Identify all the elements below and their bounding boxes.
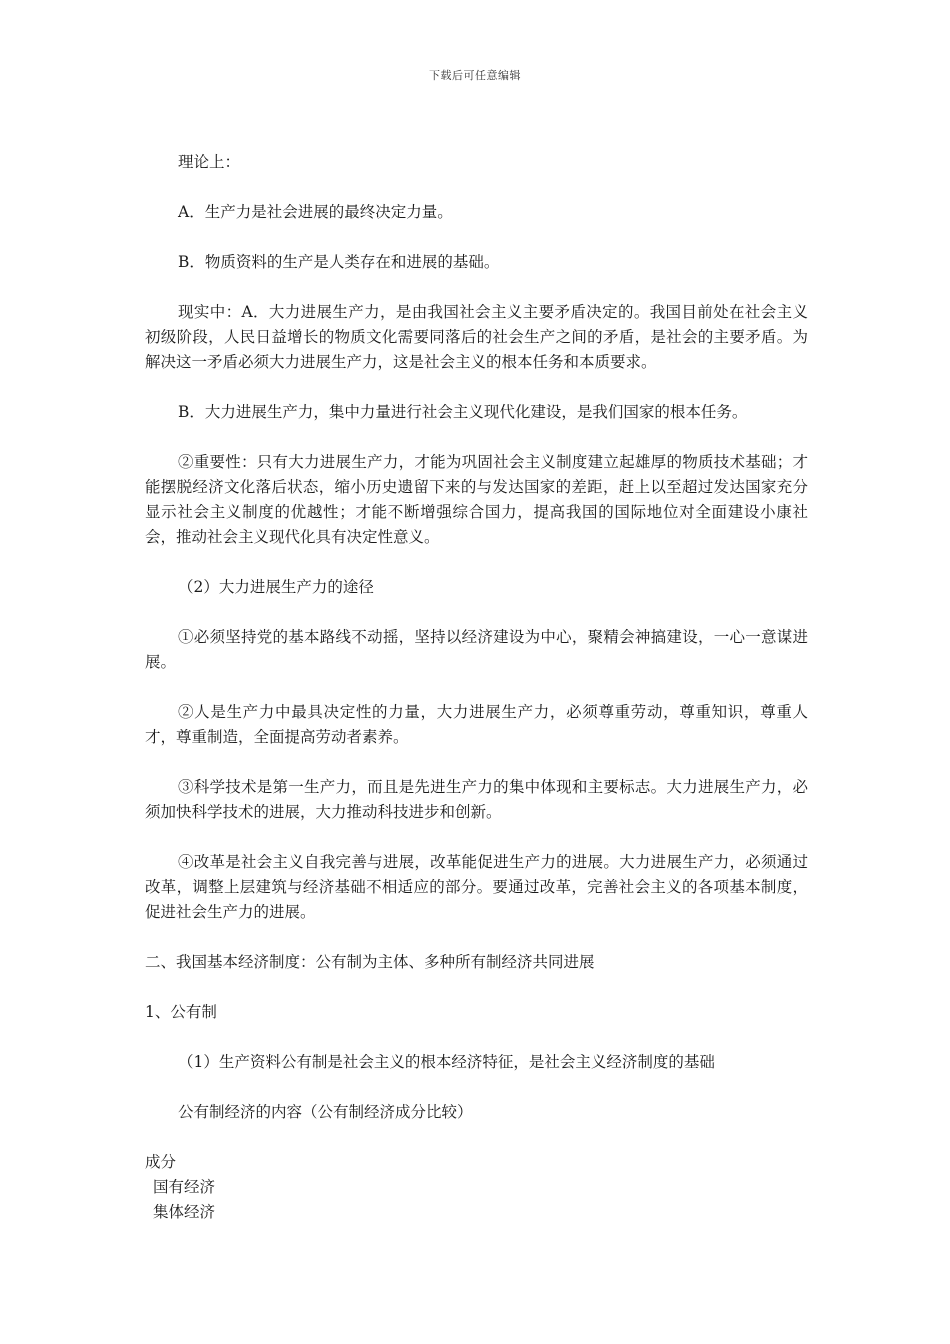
paragraph-public-ownership-1: （1）生产资料公有制是社会主义的根本经济特征，是社会主义经济制度的基础 xyxy=(178,1053,715,1071)
paragraph-public-economy-content: 公有制经济的内容（公有制经济成分比较） xyxy=(178,1103,473,1121)
subsection-heading-public-ownership: 1、公有制 xyxy=(145,1003,217,1021)
paragraph-theory: 理论上： xyxy=(178,153,241,171)
paragraph-way-3: ③科学技术是第一生产力，而且是先进生产力的集中体现和主要标志。大力进展生产力，必须加快科学技术的进展，大力推动科技进步和创新。 xyxy=(145,778,808,821)
paragraph-way-2: ②人是生产力中最具决定性的力量，大力进展生产力，必须尊重劳动，尊重知识，尊重人才，尊重制造，全面提高劳动者素养。 xyxy=(145,703,808,746)
paragraph-way-1: ①必须坚持党的基本路线不动摇，坚持以经济建设为中心，聚精会神搞建设，一心一意谋进展。 xyxy=(145,628,808,671)
section-heading-ways: （2）大力进展生产力的途径 xyxy=(178,578,374,596)
paragraph-reality-b: B．大力进展生产力，集中力量进行社会主义现代化建设，是我们国家的根本任务。 xyxy=(178,403,748,421)
paragraph-reality-a: 现实中：A．大力进展生产力，是由我国社会主义主要矛盾决定的。我国目前处在社会主义初级阶段，人民日益增长的物质文化需要同落后的社会生产之间的矛盾，是社会的主要矛盾。为解决这一矛盾必须大力进展生产力，这是社会主义的根本任务和本质要求。 xyxy=(145,303,808,371)
paragraph-way-4: ④改革是社会主义自我完善与进展，改革能促进生产力的进展。大力进展生产力，必须通过改革，调整上层建筑与经济基础不相适应的部分。要通过改革，完善社会主义的各项基本制度，促进社会生产力的进展。 xyxy=(145,853,808,921)
composition-table xyxy=(145,1150,808,1225)
table-row: 国有经济 xyxy=(153,1178,216,1196)
paragraph-theory-b: B．物质资料的生产是人类存在和进展的基础。 xyxy=(178,253,500,271)
document-body xyxy=(145,150,808,1225)
paragraph-importance: ②重要性：只有大力进展生产力，才能为巩固社会主义制度建立起雄厚的物质技术基础；才能摆脱经济文化落后状态，缩小历史遗留下来的与发达国家的差距，赶上以至超过发达国家充分显示社会主义制度的优越性；才能不断增强综合国力，提高我国的国际地位对全面建设小康社会，推动社会主义现代化具有决定性意义。 xyxy=(145,453,808,546)
page-header: 下载后可任意编辑 xyxy=(429,69,521,82)
table-header-cell: 成分 xyxy=(145,1153,177,1171)
paragraph-theory-a: A．生产力是社会进展的最终决定力量。 xyxy=(178,203,453,221)
table-row: 集体经济 xyxy=(153,1203,216,1221)
section-heading-basic-system: 二、我国基本经济制度：公有制为主体、多种所有制经济共同进展 xyxy=(145,953,595,971)
